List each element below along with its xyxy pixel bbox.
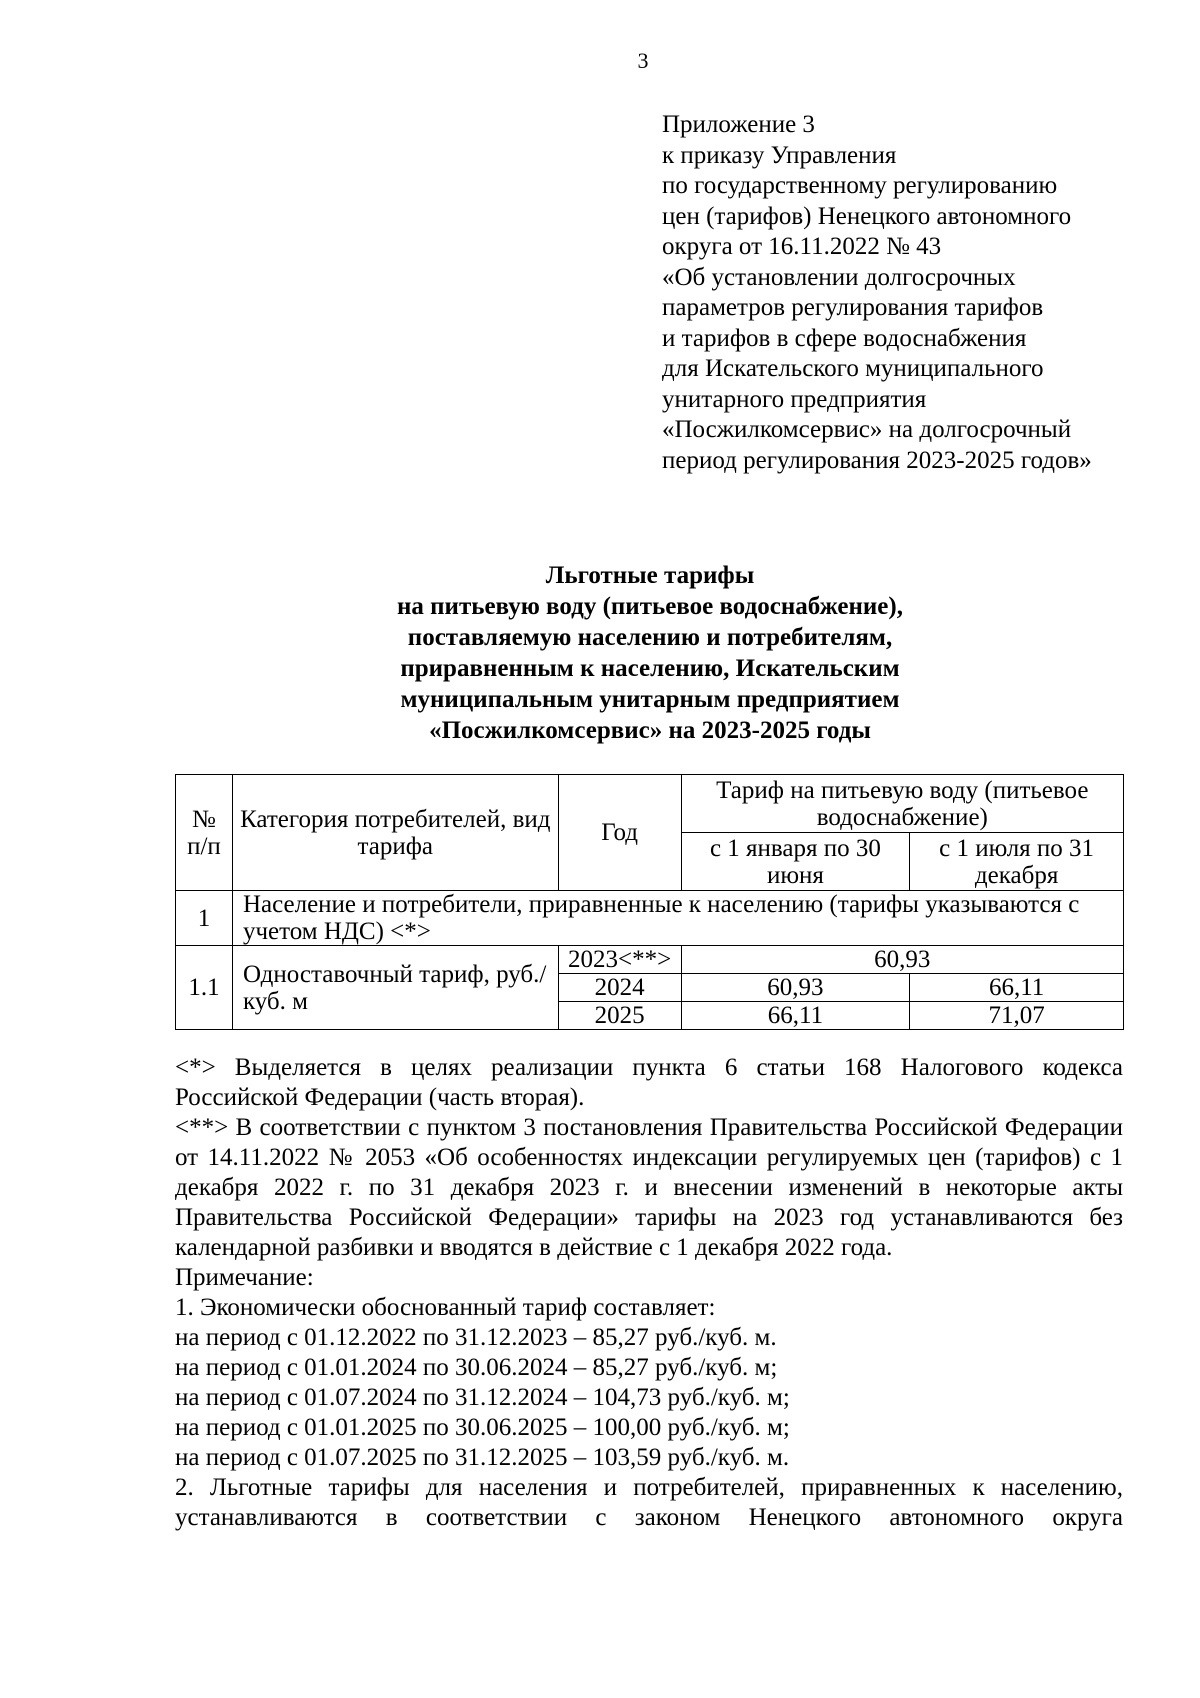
row-11-num: 1.1 xyxy=(176,946,233,1030)
title-line: поставляемую населению и потребителям, xyxy=(407,624,893,651)
header-num: № п/п xyxy=(176,775,233,891)
title-line: на питьевую воду (питьевое водоснабжение), xyxy=(397,593,903,620)
header-category: Категория потребителей, вид тарифа xyxy=(232,775,558,891)
appendix-line: округа от 16.11.2022 № 43 xyxy=(662,233,942,260)
footnote: <**> В соответствии с пунктом 3 постановления Правительства Российской Федерации от 14.11.2022 № 2053 «Об особенностях индексации регулируемых цен (тарифов) с 1 декабря 2022 г. по 31 декабря 2023 г. и внесении изменений в некоторые акты Правительства Российской Федерации» тарифы на 2023 год устанавливаются без календарной разбивки и вводятся в действие с 1 декабря 2022 года. xyxy=(175,1114,1123,1261)
footnotes xyxy=(175,1053,1123,1533)
appendix-line: для Искательского муниципального xyxy=(662,355,1044,382)
table-row xyxy=(176,946,1124,974)
appendix-line: унитарного предприятия xyxy=(662,385,927,413)
tariff-cell: 71,07 xyxy=(910,1002,1124,1030)
year-cell: 2023<**> xyxy=(558,946,681,974)
note-item: на период с 01.12.2022 по 31.12.2023 – 85,27 руб./куб. м. xyxy=(175,1324,777,1351)
note-item: на период с 01.07.2025 по 31.12.2025 – 103,59 руб./куб. м. xyxy=(175,1444,790,1471)
tariff-cell: 60,93 xyxy=(681,946,1123,974)
appendix-line: и тарифов в сфере водоснабжения xyxy=(662,324,1027,352)
appendix-line: «Об установлении долгосрочных xyxy=(662,263,1016,291)
note-item: на период с 01.01.2025 по 30.06.2025 – 100,00 руб./куб. м; xyxy=(175,1414,790,1441)
note-item: на период с 01.01.2024 по 30.06.2024 – 85,27 руб./куб. м; xyxy=(175,1354,778,1381)
header-period-2: с 1 июля по 31 декабря xyxy=(910,833,1124,891)
tariff-cell: 66,11 xyxy=(910,974,1124,1002)
row-11-category: Одноставочный тариф, руб./куб. м xyxy=(232,946,558,1030)
appendix-line: параметров регулирования тарифов xyxy=(662,294,1044,321)
note-item: 2. Льготные тарифы для населения и потребителей, приравненных к населению, устанавливаются в соответствии с законом Ненецкого автономного округа xyxy=(175,1474,1123,1531)
row-1-category: Население и потребители, приравненные к населению (тарифы указываются с учетом НДС) <*> xyxy=(232,891,1123,946)
title-line: «Посжилкомсервис» на 2023-2025 годы xyxy=(429,717,871,744)
title-line: приравненным к населению, Искательским xyxy=(400,655,900,682)
document-title xyxy=(200,560,1100,746)
year-cell: 2024 xyxy=(558,974,681,1002)
appendix-line: цен (тарифов) Ненецкого автономного xyxy=(662,202,1072,230)
appendix-line: к приказу Управления xyxy=(662,141,897,169)
tariff-cell: 66,11 xyxy=(681,1002,910,1030)
note-item: на период с 01.07.2024 по 31.12.2024 – 104,73 руб./куб. м; xyxy=(175,1384,790,1411)
row-1-num: 1 xyxy=(176,891,233,946)
title-line: Льготные тарифы xyxy=(545,562,755,589)
note-item: 1. Экономически обоснованный тариф составляет: xyxy=(175,1294,716,1321)
page-number: 3 xyxy=(637,48,649,73)
header-tariff: Тариф на питьевую воду (питьевое водоснабжение) xyxy=(681,775,1123,833)
header-year: Год xyxy=(558,775,681,891)
header-period-1: с 1 января по 30 июня xyxy=(681,833,910,891)
note-heading: Примечание: xyxy=(175,1264,314,1291)
footnote: <*> Выделяется в целях реализации пункта 6 статьи 168 Налогового кодекса Российской Федерации (часть вторая). xyxy=(175,1054,1123,1111)
tariff-table xyxy=(175,774,1124,1030)
appendix-line: Приложение 3 xyxy=(662,111,815,138)
appendix-line: «Посжилкомсервис» на долгосрочный xyxy=(662,416,1072,443)
appendix-line: по государственному регулированию xyxy=(662,172,1058,199)
appendix-header xyxy=(662,110,1092,476)
year-cell: 2025 xyxy=(558,1002,681,1030)
title-line: муниципальным унитарным предприятием xyxy=(400,686,900,713)
appendix-line: период регулирования 2023-2025 годов» xyxy=(662,446,1092,474)
tariff-cell: 60,93 xyxy=(681,974,910,1002)
